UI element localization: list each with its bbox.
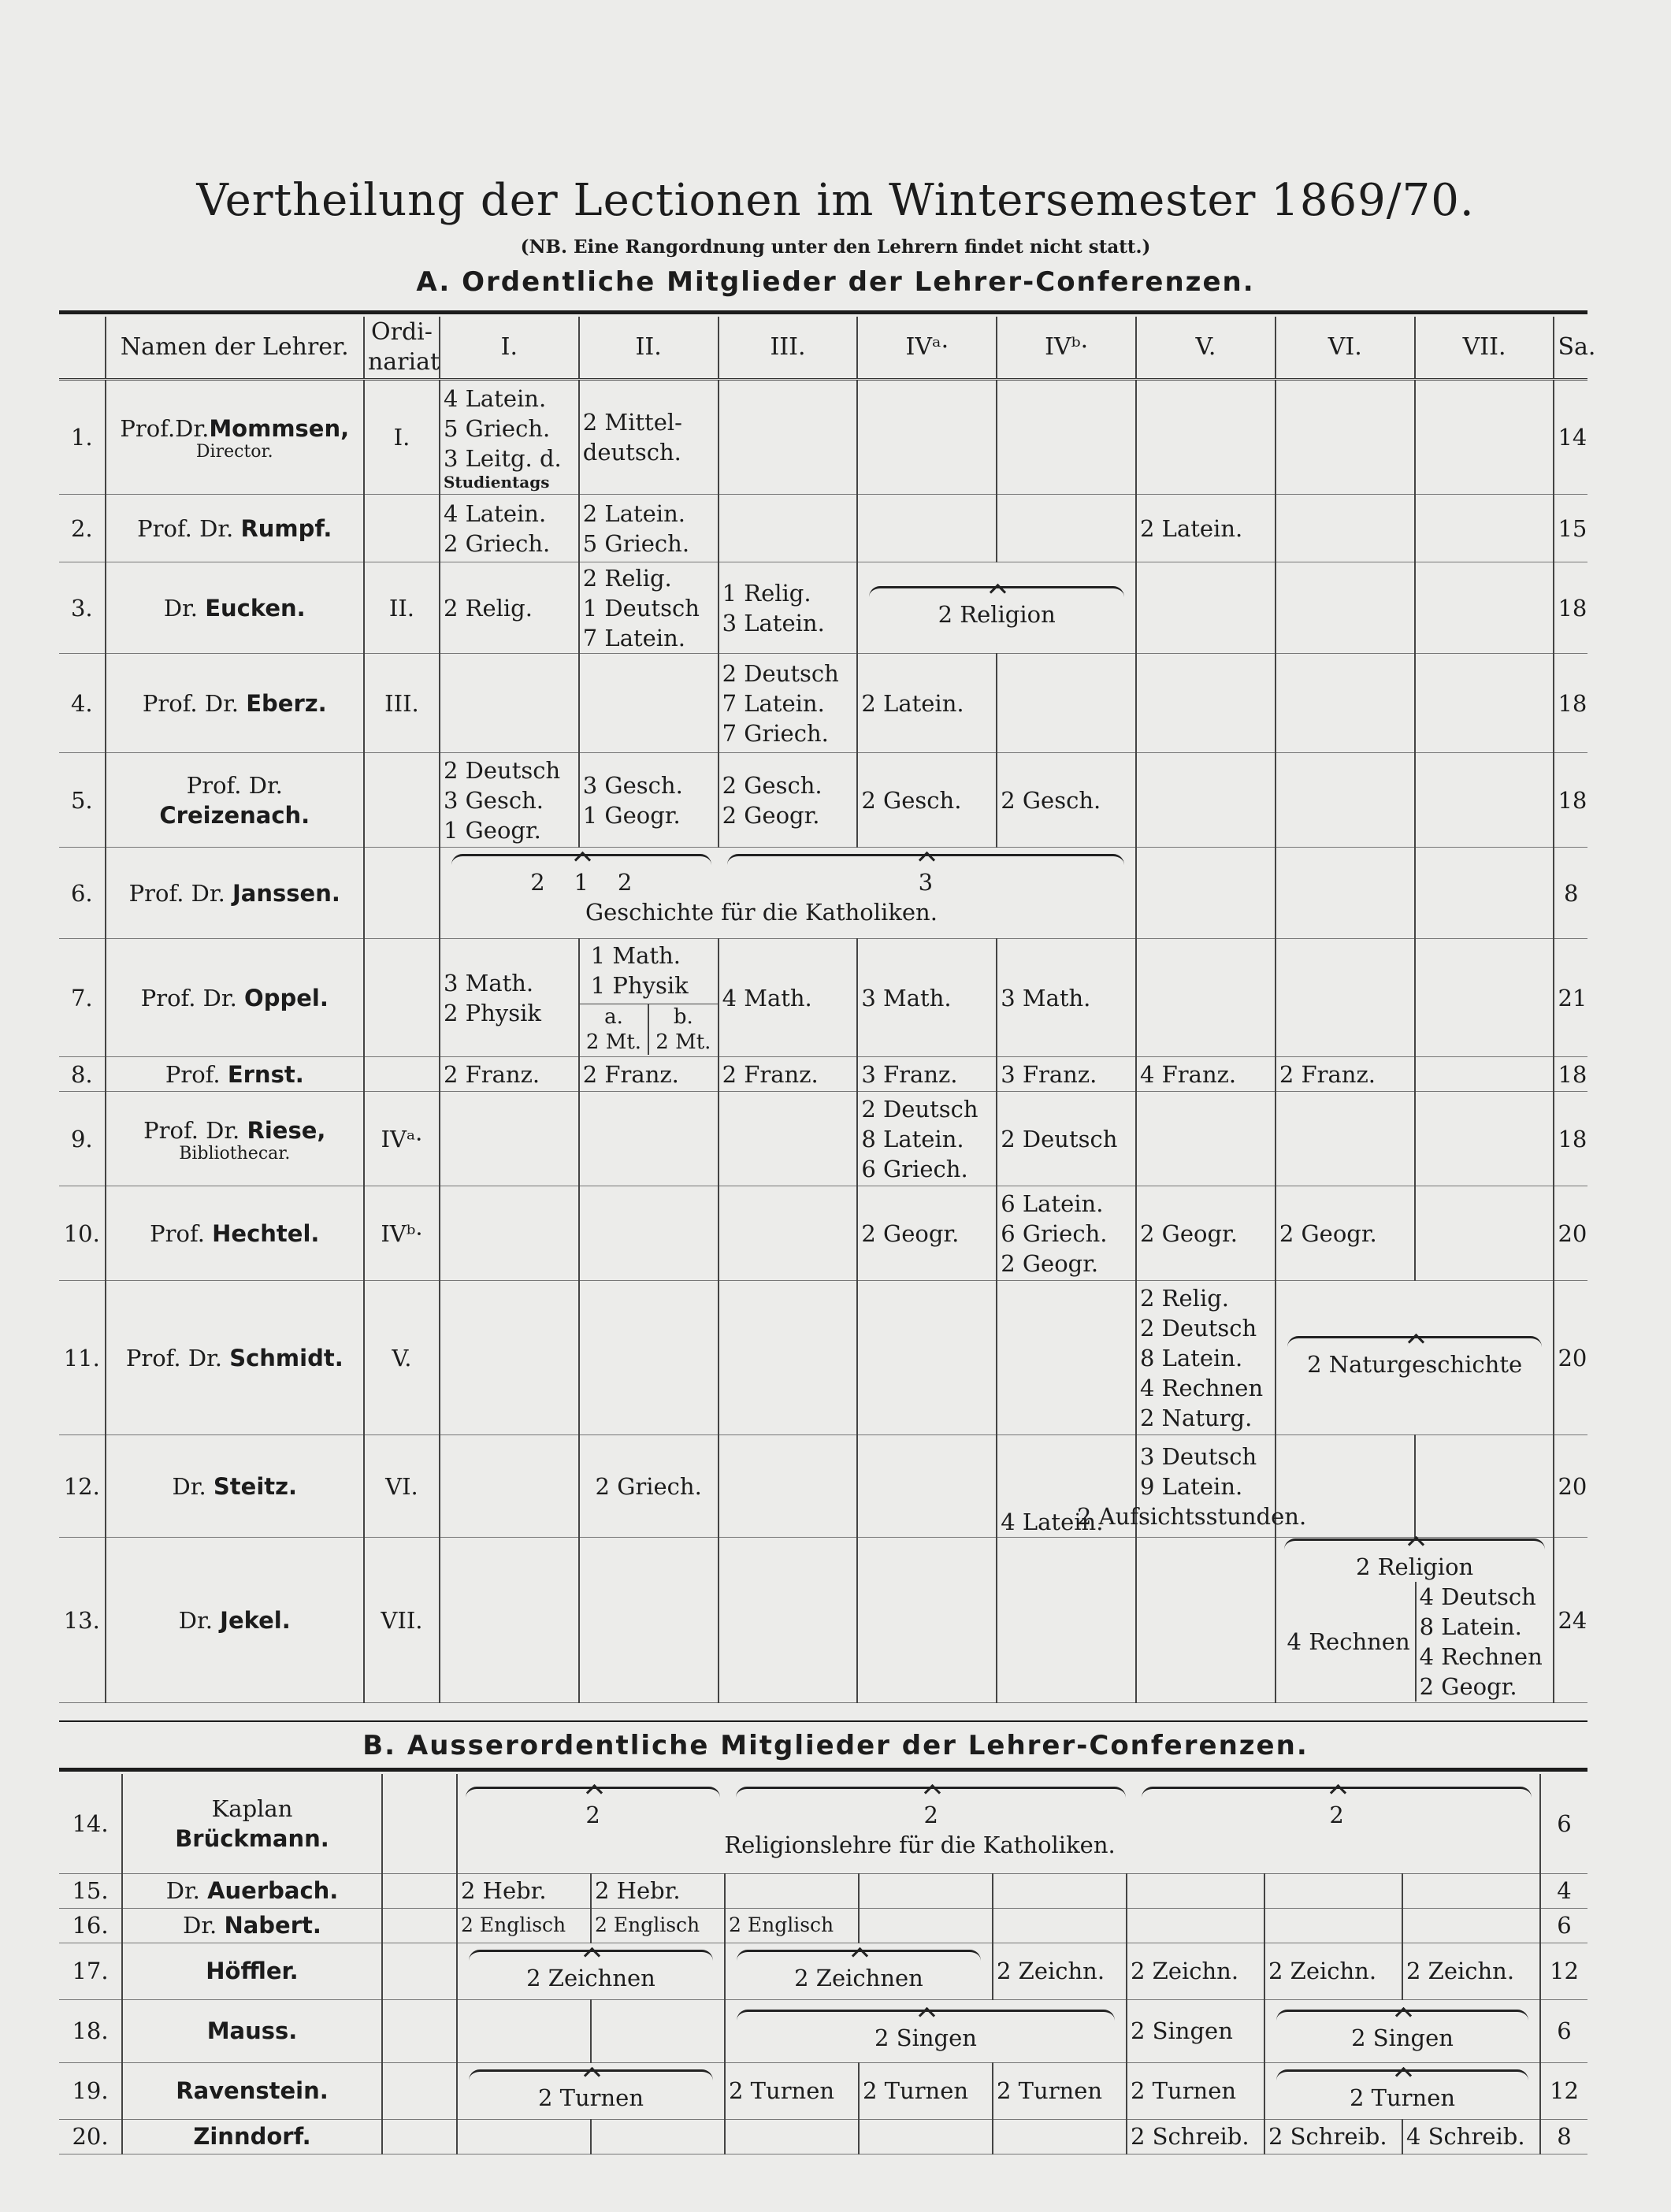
lesson-cell: 2 Geogr. [1136, 1186, 1276, 1281]
sum-cell: 18 [1554, 1092, 1587, 1186]
lesson-cell: 1 Math. 1 Physik a. 2 Mt. b. 2 Mt. [579, 939, 719, 1057]
row-number: 15. [59, 1873, 122, 1908]
spanning-lesson: 2 Zeichnen [725, 1943, 993, 1999]
row-number: 5. [59, 753, 106, 848]
ordinariat: VII. [364, 1538, 440, 1703]
lesson-cell: 2 Relig. 2 Deutsch 8 Latein. 4 Rechnen 2 Naturg. [1136, 1281, 1276, 1435]
lesson-cell: 2 Relig. [440, 562, 579, 654]
lesson-cell: 2 Schreib. [1264, 2119, 1402, 2154]
row-number: 6. [59, 848, 106, 939]
spanning-lesson: 2 1 2 3 Geschichte für die Katholiken. [440, 848, 1136, 939]
teacher-name: Dr. Jekel. [106, 1538, 364, 1703]
lesson-cell: 2 Franz. [579, 1057, 719, 1092]
table-row [59, 1435, 1587, 1538]
sum-cell: 14 [1554, 380, 1587, 495]
ordinariat: IVᵇ· [364, 1186, 440, 1281]
row-number: 12. [59, 1435, 106, 1538]
table-section-a [59, 317, 1596, 1703]
lesson-cell: 3 Franz. [997, 1057, 1136, 1092]
lesson-cell: 2 Englisch [725, 1908, 859, 1943]
lesson-cell: 2 Gesch. 2 Geogr. [719, 753, 858, 848]
row-number: 10. [59, 1186, 106, 1281]
spanning-lesson: 2 Singen [725, 1999, 1127, 2062]
lesson-cell: 6 Latein. 6 Griech. 2 Geogr. [997, 1186, 1136, 1281]
row-number: 19. [59, 2062, 122, 2119]
spanning-lesson: 2 Singen [1264, 1999, 1540, 2062]
table-section-b [59, 1774, 1587, 2154]
sum-cell: 18 [1554, 654, 1587, 753]
sum-cell: 24 [1554, 1538, 1587, 1703]
brace [1284, 1538, 1546, 1552]
lesson-cell: 2 Zeichn. [1402, 1943, 1540, 1999]
teacher-name: Prof.Dr.Mommsen, Director. [106, 380, 364, 495]
table-row [59, 1873, 1587, 1908]
lesson-cell: 3 Math. [997, 939, 1136, 1057]
lesson-cell: 2 Latein. 5 Griech. [579, 495, 719, 562]
table-row [59, 1774, 1587, 1873]
lesson-cell: 2 Zeichn. [1264, 1943, 1402, 1999]
lesson-cell: 4 Franz. [1136, 1057, 1276, 1092]
header-class-1: I. [440, 317, 579, 380]
section-a-heading: A. Ordentliche Mitglieder der Lehrer-Conferenzen. [416, 266, 1255, 298]
brace [737, 2010, 1115, 2023]
lesson-cell: 4 Schreib. [1402, 2119, 1540, 2154]
sum-cell: 12 [1540, 1943, 1587, 1999]
sum-cell: 15 [1554, 495, 1587, 562]
lesson-cell: 4 Rechnen [1287, 1628, 1410, 1655]
brace [1276, 2069, 1528, 2083]
rule-mid [59, 1720, 1587, 1722]
lesson-cell: 2 Geogr. [857, 1186, 997, 1281]
lesson-cell: 2 Deutsch 3 Gesch. 1 Geogr. [440, 753, 579, 848]
brace [869, 586, 1124, 599]
lesson-cell: 2 Turnen [725, 2062, 859, 2119]
spanning-lesson: 2 Religion 4 Rechnen 4 Deutsch 8 Latein. 4 Rechnen 2 Geogr. [1276, 1538, 1554, 1703]
sum-cell: 20 [1554, 1281, 1587, 1435]
lesson-cell: 2 Gesch. [857, 753, 997, 848]
lesson-cell: 2 Mittel- deutsch. [579, 380, 719, 495]
row-number: 8. [59, 1057, 106, 1092]
header-class-2: II. [579, 317, 719, 380]
row-number: 14. [59, 1774, 122, 1873]
table-row [59, 1057, 1587, 1092]
row-number: 4. [59, 654, 106, 753]
header-ordinariat: Ordi- nariat [364, 317, 440, 380]
brace [469, 1950, 713, 1963]
lesson-cell: 2 Turnen [1127, 2062, 1264, 2119]
lesson-cell: 2 Latein. [857, 654, 997, 753]
row-number: 20. [59, 2119, 122, 2154]
row-number: 9. [59, 1092, 106, 1186]
lesson-cell: 2 Hebr. [591, 1873, 725, 1908]
teacher-name: Prof. Ernst. [106, 1057, 364, 1092]
sum-cell: 4 [1540, 1873, 1587, 1908]
lesson-cell: 4 Deutsch 8 Latein. 4 Rechnen 2 Geogr. [1415, 1582, 1554, 1702]
header-class-5: V. [1136, 317, 1276, 380]
teacher-name: Zinndorf. [122, 2119, 382, 2154]
ordinariat: IVᵃ· [364, 1092, 440, 1186]
row-number: 18. [59, 1999, 122, 2062]
lesson-cell: 2 Zeichn. [993, 1943, 1127, 1999]
lesson-cell: 2 Franz. [440, 1057, 579, 1092]
spanning-lesson: 2 Turnen [1264, 2062, 1540, 2119]
lesson-cell: 4 Math. [719, 939, 858, 1057]
brace [1142, 1787, 1532, 1800]
brace [1287, 1336, 1543, 1349]
brace [1276, 2010, 1528, 2023]
sum-cell: 20 [1554, 1435, 1587, 1538]
row-number: 2. [59, 495, 106, 562]
header-row [59, 317, 1587, 380]
teacher-name: Prof. Dr. Creizenach. [106, 753, 364, 848]
teacher-name: Prof. Dr. Schmidt. [106, 1281, 364, 1435]
table-row [59, 654, 1587, 753]
lesson-cell: 2 Deutsch [997, 1092, 1136, 1186]
sum-cell: 20 [1554, 1186, 1587, 1281]
teacher-name: Prof. Dr. Eberz. [106, 654, 364, 753]
table-row [59, 753, 1587, 848]
lesson-cell: 2 Hebr. [457, 1873, 591, 1908]
teacher-name: Dr. Nabert. [122, 1908, 382, 1943]
lesson-cell: 2 Englisch [591, 1908, 725, 1943]
row-number: 13. [59, 1538, 106, 1703]
ordinariat: II. [364, 562, 440, 654]
rule-top [59, 310, 1587, 314]
teacher-name: Prof. Dr. Janssen. [106, 848, 364, 939]
lesson-cell: 2 Deutsch 8 Latein. 6 Griech. [857, 1092, 997, 1186]
brace [727, 854, 1124, 867]
lesson-cell: 2 Schreib. [1127, 2119, 1264, 2154]
lesson-cell: 2 Turnen [859, 2062, 993, 2119]
sum-cell: 6 [1540, 1908, 1587, 1943]
sum-cell: 12 [1540, 2062, 1587, 2119]
table-row [59, 2119, 1587, 2154]
sum-cell: 8 [1540, 2119, 1587, 2154]
row-number: 16. [59, 1908, 122, 1943]
lesson-cell: 3 Math. [857, 939, 997, 1057]
table-row [59, 1908, 1587, 1943]
teacher-name: Ravenstein. [122, 2062, 382, 2119]
sum-cell: 6 [1540, 1999, 1587, 2062]
spanning-lesson: 2 Turnen [457, 2062, 725, 2119]
header-class-3: III. [719, 317, 858, 380]
note: (NB. Eine Rangordnung unter den Lehrern findet nicht statt.) [520, 236, 1151, 258]
ordinariat: III. [364, 654, 440, 753]
lesson-cell: 3 Franz. [857, 1057, 997, 1092]
table-row [59, 1186, 1587, 1281]
row-number: 11. [59, 1281, 106, 1435]
table-row [59, 1943, 1587, 1999]
lesson-cell: 2 Geogr. [1276, 1186, 1415, 1281]
teacher-name: Dr. Auerbach. [122, 1873, 382, 1908]
rule-b [59, 1768, 1587, 1772]
table-row [59, 1281, 1587, 1435]
spanning-lesson: 2 Religion [857, 562, 1136, 654]
brace [737, 1950, 981, 1963]
header-class-6: VI. [1276, 317, 1415, 380]
subject-label: Religionslehre für die Katholiken. [724, 1832, 1116, 1859]
table-row [59, 1092, 1587, 1186]
lesson-cell: 2 Latein. [1136, 495, 1276, 562]
lesson-cell: 2 Englisch [457, 1908, 591, 1943]
header-sum: Sa. [1554, 317, 1587, 380]
lesson-cell: 2 Franz. [719, 1057, 858, 1092]
table-row [59, 1999, 1587, 2062]
lesson-cell: 1 Relig. 3 Latein. [719, 562, 858, 654]
row-number: 3. [59, 562, 106, 654]
header-names: Namen der Lehrer. [106, 317, 364, 380]
header-class-7: VII. [1415, 317, 1554, 380]
lesson-cell: 2 Griech. [579, 1435, 719, 1538]
header-class-4b: IVᵇ· [997, 317, 1136, 380]
sum-cell: 21 [1554, 939, 1587, 1057]
lesson-cell: 4 Latein. 2 Griech. [440, 495, 579, 562]
spanning-lesson: 2 2 2 Religionslehre für die Katholiken. [457, 1774, 1540, 1873]
lesson-cell: 3 Gesch. 1 Geogr. [579, 753, 719, 848]
row-number: 7. [59, 939, 106, 1057]
lesson-cell: 3 Deutsch 9 Latein. 2 Aufsichtsstunden. [1136, 1435, 1276, 1538]
lesson-cell: 4 Latein. 5 Griech. 3 Leitg. d. Studientags [440, 380, 579, 495]
sum-cell: 18 [1554, 753, 1587, 848]
brace [451, 854, 711, 867]
lesson-cell: 2 Relig. 1 Deutsch 7 Latein. [579, 562, 719, 654]
brace [736, 1787, 1126, 1800]
table-row [59, 2062, 1587, 2119]
lesson-cell: 2 Gesch. [997, 753, 1136, 848]
subject-label: Geschichte für die Katholiken. [585, 899, 938, 926]
table-row [59, 939, 1587, 1057]
teacher-name: Höffler. [122, 1943, 382, 1999]
teacher-name: Mauss. [122, 1999, 382, 2062]
teacher-name: Prof. Dr. Rumpf. [106, 495, 364, 562]
sum-cell: 8 [1554, 848, 1587, 939]
sum-cell: 6 [1540, 1774, 1587, 1873]
teacher-name: Prof. Hechtel. [106, 1186, 364, 1281]
table-row [59, 848, 1587, 939]
brace [466, 1787, 720, 1800]
row-number: 17. [59, 1943, 122, 1999]
spanning-lesson: 2 Zeichnen [457, 1943, 725, 1999]
ordinariat: VI. [364, 1435, 440, 1538]
lesson-cell: 2 Zeichn. [1127, 1943, 1264, 1999]
row-number: 1. [59, 380, 106, 495]
teacher-name: Prof. Dr. Oppel. [106, 939, 364, 1057]
lesson-cell: 2 Turnen [993, 2062, 1127, 2119]
page-title: Vertheilung der Lectionen im Wintersemester 1869/70. [196, 175, 1475, 226]
table-row [59, 495, 1587, 562]
lesson-cell: 3 Math. 2 Physik [440, 939, 579, 1057]
teacher-name: Dr. Steitz. [106, 1435, 364, 1538]
table-row [59, 380, 1587, 495]
spanning-lesson: 2 Naturgeschichte [1276, 1281, 1554, 1435]
brace [469, 2069, 713, 2083]
table-row [59, 562, 1587, 654]
lesson-cell: 2 Singen [1127, 1999, 1264, 2062]
ordinariat: V. [364, 1281, 440, 1435]
table-row [59, 1538, 1587, 1703]
teacher-name: Prof. Dr. Riese, Bibliothecar. [106, 1092, 364, 1186]
section-b-heading: B. Ausserordentliche Mitglieder der Lehrer-Conferenzen. [362, 1730, 1309, 1761]
sum-cell: 18 [1554, 562, 1587, 654]
lesson-cell: 2 Franz. [1276, 1057, 1415, 1092]
header-class-4a: IVᵃ· [857, 317, 997, 380]
lesson-cell: 4 Latein. [997, 1435, 1136, 1538]
ordinariat: I. [364, 380, 440, 495]
lesson-cell: 2 Deutsch 7 Latein. 7 Griech. [719, 654, 858, 753]
sum-cell: 18 [1554, 1057, 1587, 1092]
teacher-name: Dr. Eucken. [106, 562, 364, 654]
teacher-name: Kaplan Brückmann. [122, 1774, 382, 1873]
